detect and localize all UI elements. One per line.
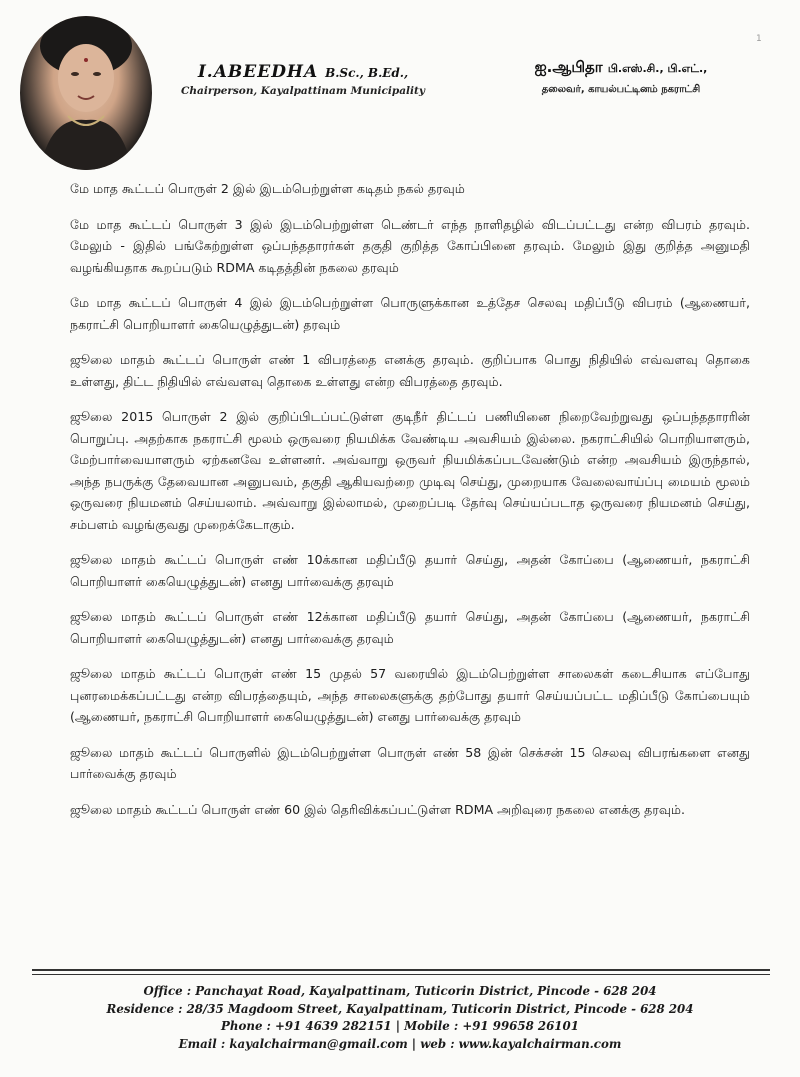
footer-residence: Residence : 28/35 Magdoom Street, Kayalpattinam, Tuticorin District, Pincode - 628 204 — [106, 1001, 694, 1016]
name-tamil-text: ஐ.ஆபிதா — [534, 58, 603, 76]
paragraph-6: ஜூலை மாதம் கூட்டப் பொருள் எண் 10க்கான மதிப்பீடு தயார் செய்து, அதன் கோப்பை (ஆணையர், நகராட்சி பொறியாளர் கையெழுத்துடன்) எனது பார்வைக்கு தரவும் — [70, 552, 750, 589]
paragraph-9: ஜூலை மாதம் கூட்டப் பொருளில் இடம்பெற்றுள்ள பொருள் எண் 58 இன் செக்சன் 15 செலவு விபரங்களை எனது பார்வைக்கு தரவும் — [70, 744, 750, 781]
name-english-text: I.ABEEDHA — [197, 62, 319, 82]
title-tamil: தலைவர், காயல்பட்டினம் நகராட்சி — [541, 84, 701, 95]
paragraph-8: ஜூலை மாதம் கூட்டப் பொருள் எண் 15 முதல் 57 வரையில் இடம்பெற்றுள்ள சாலைகள் கடைசியாக எப்போது புனரமைக்கப்பட்டது என்ற விபரத்தையும், அந்த சாலைகளுக்கு தற்போது தயார் செய்யப்பட்ட மதிப்பீடு கோப்பையும் (ஆணையர், நகராட்சி பொறியாளர் கையெழுத்துடன்) எனது பார்வைக்கு தரவும் — [70, 666, 750, 724]
paragraph-1: மே மாத கூட்டப் பொருள் 2 இல் இடம்பெற்றுள்ள கடிதம் நகல் தரவும் — [70, 181, 465, 196]
header-english — [168, 62, 438, 97]
paragraph-10: ஜூலை மாதம் கூட்டப் பொருள் எண் 60 இல் தெரிவிக்கப்பட்டுள்ள RDMA அறிவுரை நகலை எனக்கு தரவும். — [70, 801, 686, 817]
paragraph-2: மே மாத கூட்டப் பொருள் 3 இல் இடம்பெற்றுள்ள டெண்டர் எந்த நாளிதழில் விடப்பட்டது என்ற விபரம் தரவும். மேலும் - இதில் பங்கேற்றுள்ள ஒப்பந்ததாரர்கள் தகுதி குறித்த கோப்பினை தரவும். மேலும் இது குறித்த அனுமதி வழங்கியதாக கூறப்படும் RDMA கடிதத்தின் நகலை தரவும் — [70, 216, 750, 275]
title-english: Chairperson, Kayalpattinam Municipality — [181, 85, 425, 97]
paragraph-3: மே மாத கூட்டப் பொருள் 4 இல் இடம்பெற்றுள்ள பொருளுக்கான உத்தேச செலவு மதிப்பீடு விபரம் (ஆணையர், நகராட்சி பொறியாளர் கையெழுத்துடன்) தரவும் — [70, 295, 750, 332]
portrait-photo — [20, 16, 152, 170]
footer-divider — [32, 969, 770, 971]
header-tamil — [486, 58, 756, 96]
footer-email: Email : kayalchairman@gmail.com | web : www.kayalchairman.com — [178, 1036, 622, 1051]
portrait-photo-icon — [20, 16, 152, 170]
footer-contact — [60, 983, 740, 1053]
corner-mark: 1 — [756, 34, 762, 44]
paragraph-7: ஜூலை மாதம் கூட்டப் பொருள் எண் 12க்கான மதிப்பீடு தயார் செய்து, அதன் கோப்பை (ஆணையர், நகராட்சி பொறியாளர் கையெழுத்துடன்) எனது பார்வைக்கு தரவும் — [70, 609, 750, 646]
name-tamil — [486, 58, 756, 78]
paragraph-4: ஜூலை மாதம் கூட்டப் பொருள் எண் 1 விபரத்தை எனக்கு தரவும். குறிப்பாக பொது நிதியில் எவ்வளவு தொகை உள்ளது, திட்ட நிதியில் எவ்வளவு தொகை உள்ளது என்ற விபரத்தை தரவும். — [70, 352, 750, 389]
name-english — [168, 62, 438, 82]
degree-english: B.Sc., B.Ed., — [325, 66, 409, 80]
degree-tamil: பி.எஸ்.சி., பி.எட்., — [607, 62, 708, 75]
paragraph-5: ஜூலை 2015 பொருள் 2 இல் குறிப்பிடப்பட்டுள்ள குடிநீர் திட்டப் பணியினை நிறைவேற்றுவது ஒப்பந்ததாரரின் பொறுப்பு. அதற்காக நகராட்சி மூலம் ஒருவரை நியமிக்க வேண்டிய அவசியம் இல்லை. நகராட்சியில் பொறியாளரும், மேற்பார்வையாளரும் ஏற்கனவே உள்ளனர். அவ்வாறு ஒருவர் நியமிக்கப்படவேண்டும் என்ற அவசியம் இருந்தால், அந்த நபருக்கு தேவையான அனுபவம், தகுதி ஆகியவற்றை முடிவு செய்து, முறையாக வேலைவாய்ப்பு மையம் மூலம் ஒருவரை நியமனம் செய்யலாம். அவ்வாறு இல்லாமல், முறைப்படி தேர்வு செய்யப்படாத ஒருவரை நியமனம் செய்து, சம்பளம் வழங்குவது முறைக்கேடாகும். — [70, 409, 750, 532]
footer-office: Office : Panchayat Road, Kayalpattinam, Tuticorin District, Pincode - 628 204 — [143, 984, 657, 998]
footer-phone: Phone : +91 4639 282151 | Mobile : +91 99658 26101 — [221, 1019, 579, 1033]
letter-body — [70, 178, 750, 834]
footer-divider-thin — [32, 974, 770, 975]
